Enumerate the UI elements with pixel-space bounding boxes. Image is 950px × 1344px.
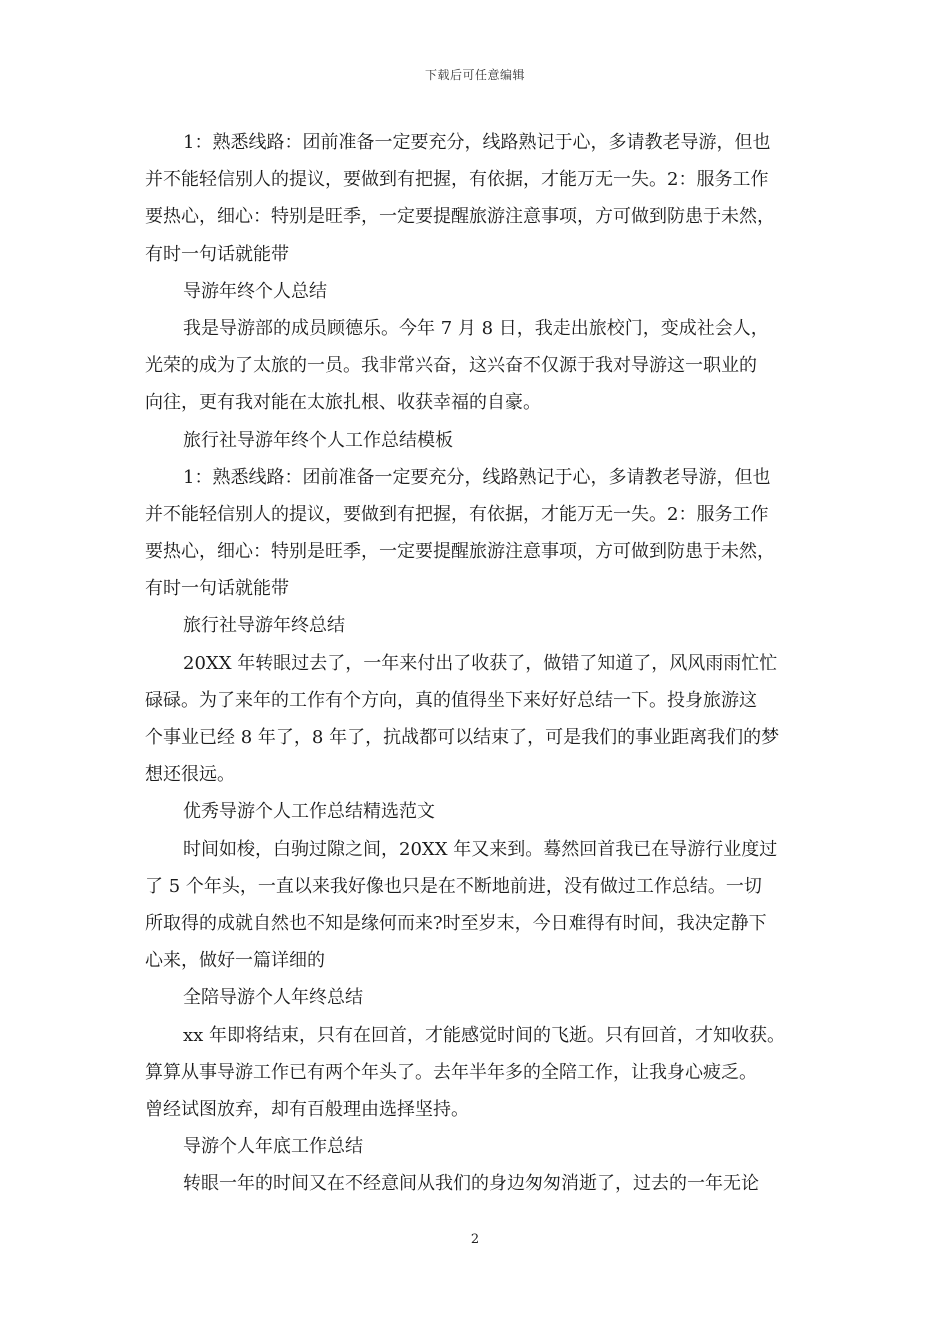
- paragraph-first-line: xx 年即将结束，只有在回首，才能感觉时间的飞逝。只有回首，才知收获。: [183, 1024, 786, 1046]
- paragraph-line: 要热心，细心：特别是旺季，一定要提醒旅游注意事项，方可做到防患于未然，: [145, 206, 775, 228]
- paragraph-first-line: 全陪导游个人年终总结: [183, 987, 363, 1009]
- paragraph-line: 并不能轻信别人的提议，要做到有把握，有依据，才能万无一失。2：服务工作: [145, 503, 769, 525]
- paragraph-line: 有时一句话就能带: [145, 243, 289, 265]
- paragraph-first-line: 导游个人年底工作总结: [183, 1136, 363, 1158]
- paragraph-first-line: 20XX 年转眼过去了，一年来付出了收获了，做错了知道了，风风雨雨忙忙: [183, 652, 778, 674]
- paragraph-line: 个事业已经 8 年了，8 年了，抗战都可以结束了，可是我们的事业距离我们的梦: [145, 727, 780, 748]
- paragraph-line: 碌碌。为了来年的工作有个方向，真的值得坐下来好好总结一下。投身旅游这: [145, 689, 757, 711]
- paragraph-first-line: 我是导游部的成员顾德乐。今年 7 月 8 日，我走出旅校门，变成社会人，: [183, 317, 769, 339]
- page-number: 2: [470, 1232, 480, 1247]
- paragraph-line: 想还很远。: [145, 764, 235, 786]
- paragraph-line: 有时一句话就能带: [145, 578, 289, 600]
- paragraph-line: 要热心，细心：特别是旺季，一定要提醒旅游注意事项，方可做到防患于未然，: [145, 541, 775, 563]
- paragraph-line: 曾经试图放弃，却有百般理由选择坚持。: [145, 1098, 469, 1120]
- paragraph-first-line: 时间如梭，白驹过隙之间，20XX 年又来到。蓦然回首我已在导游行业度过: [183, 838, 778, 860]
- document-body: [145, 124, 810, 1202]
- page-header: 下载后可任意编辑: [424, 68, 525, 82]
- paragraph-first-line: 1：熟悉线路：团前准备一定要充分，线路熟记于心，多请教老导游，但也: [183, 466, 771, 488]
- paragraph-first-line: 1：熟悉线路：团前准备一定要充分，线路熟记于心，多请教老导游，但也: [183, 132, 771, 153]
- paragraph-line: 并不能轻信别人的提议，要做到有把握，有依据，才能万无一失。2：服务工作: [145, 169, 769, 191]
- paragraph-first-line: 优秀导游个人工作总结精选范文: [183, 801, 435, 823]
- paragraph-line: 心来，做好一篇详细的: [145, 950, 325, 972]
- paragraph-first-line: 导游年终个人总结: [183, 280, 327, 302]
- paragraph-line: 算算从事导游工作已有两个年头了。去年半年多的全陪工作，让我身心疲乏。: [145, 1061, 757, 1083]
- paragraph-first-line: 旅行社导游年终个人工作总结模板: [183, 429, 453, 451]
- paragraph-line: 所取得的成就自然也不知是缘何而来?时至岁末，今日难得有时间，我决定静下: [145, 912, 767, 934]
- paragraph-first-line: 旅行社导游年终总结: [183, 615, 345, 637]
- paragraph-line: 光荣的成为了太旅的一员。我非常兴奋，这兴奋不仅源于我对导游这一职业的: [145, 355, 757, 377]
- paragraph-line: 向往，更有我对能在太旅扎根、收获幸福的自豪。: [145, 392, 541, 414]
- paragraph-first-line: 转眼一年的时间又在不经意间从我们的身边匆匆消逝了，过去的一年无论: [183, 1173, 759, 1195]
- paragraph-line: 了 5 个年头，一直以来我好像也只是在不断地前进，没有做过工作总结。一切: [145, 875, 762, 897]
